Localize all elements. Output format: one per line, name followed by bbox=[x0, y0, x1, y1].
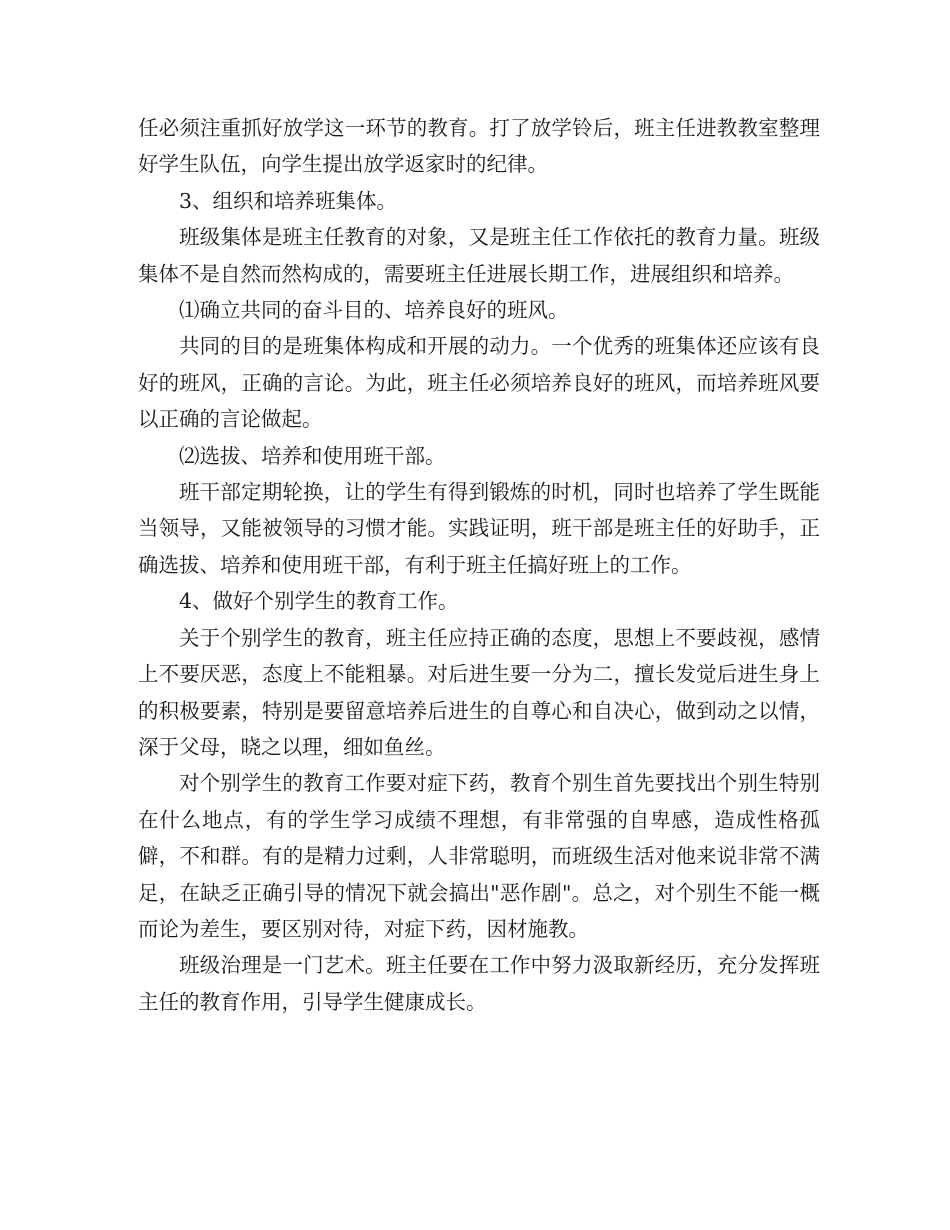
paragraph-1: 任必须注重抓好放学这一环节的教育。打了放学铃后，班主任进教教室整理好学生队伍，向学生提出放学返家时的纪律。 bbox=[138, 116, 820, 177]
paragraph-3: 共同的目的是班集体构成和开展的动力。一个优秀的班集体还应该有良好的班风，正确的言论。为此，班主任必须培养良好的班风，而培养班风要以正确的言论做起。 bbox=[138, 334, 820, 432]
paragraph-7: 班级治理是一门艺术。班主任要在工作中努力汲取新经历，充分发挥班主任的教育作用，引导学生健康成长。 bbox=[138, 953, 820, 1014]
section-heading-3: 3、组织和培养班集体。 bbox=[179, 188, 398, 213]
subheading-1: ⑴确立共同的奋斗目的、培养良好的班风。 bbox=[179, 298, 569, 323]
document-body bbox=[138, 110, 820, 1020]
paragraph-2: 班级集体是班主任教育的对象，又是班主任工作依托的教育力量。班级集体不是自然而然构成的，需要班主任进展长期工作，进展组织和培养。 bbox=[138, 225, 820, 286]
subheading-2: ⑵选拔、培养和使用班干部。 bbox=[179, 443, 446, 468]
paragraph-5: 关于个别学生的教育，班主任应持正确的态度，思想上不要歧视，感情上不要厌恶，态度上不能粗暴。对后进生要一分为二，擅长发觉后进生身上的积极要素，特别是要留意培养后进生的自尊心和自决心，做到动之以情，深于父母，晓之以理，细如鱼丝。 bbox=[138, 625, 820, 759]
paragraph-4: 班干部定期轮换，让的学生有得到锻炼的时机，同时也培养了学生既能当领导，又能被领导的习惯才能。实践证明，班干部是班主任的好助手，正确选拔、培养和使用班干部，有利于班主任搞好班上的工作。 bbox=[138, 480, 820, 577]
section-heading-4: 4、做好个别学生的教育工作。 bbox=[179, 589, 459, 614]
paragraph-6: 对个别学生的教育工作要对症下药，教育个别生首先要找出个别生特别在什么地点，有的学生学习成绩不理想，有非常强的自卑感，造成性格孤僻，不和群。有的是精力过剩，人非常聪明，而班级生活对他来说非常不满足，在缺乏正确引导的情况下就会搞出"恶作剧"。总之，对个别生不能一概而论为差生，要区别对待，对症下药，因材施教。 bbox=[138, 771, 820, 941]
